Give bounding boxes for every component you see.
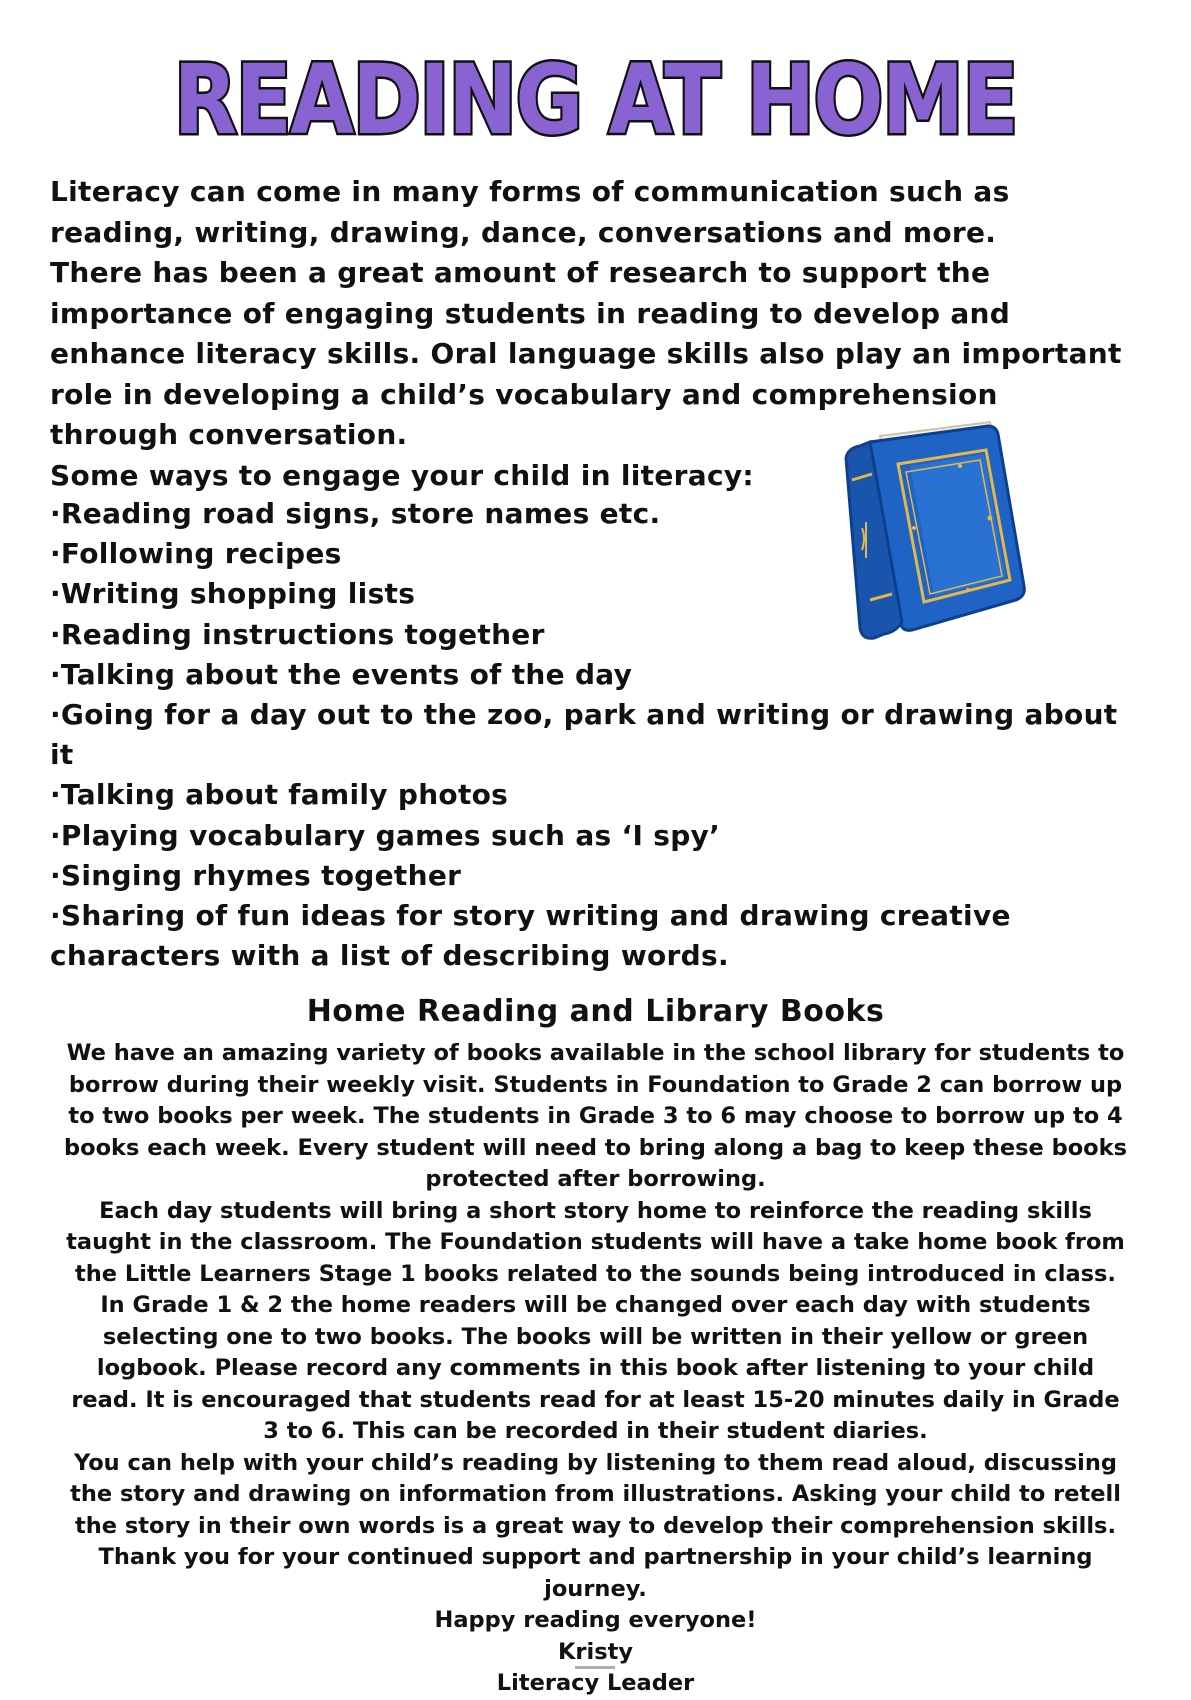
intro-paragraph-2: There has been a great amount of research to support the importance of engaging students in reading to develop and enhance literacy skills. Oral language skills also play an important role in developing a child’s vocabulary and comprehension through conversation. [50,256,1122,451]
intro-paragraph-3: Some ways to engage your child in literacy: [50,458,754,492]
section-paragraph-3: You can help with your child’s reading by listening to them read aloud, discussing the story and drawing on information from illustrations. Asking your child to retell the story in their own words is a great way to develop their comprehension skills. [70,1449,1121,1539]
list-item: ·Playing vocabulary games such as ‘I spy’ [50,818,721,852]
list-item: ·Talking about family photos [50,778,509,812]
section-heading: Home Reading and Library Books [306,994,885,1029]
list-item: ·Talking about the events of the day [50,657,633,691]
section-paragraph-2: Each day students will bring a short story home to reinforce the reading skills taught in the classroom. The Foundation students will have a take home book from the Little Learners Stage 1 books related to the sounds being introduced in class. In Grade 1 & 2 the home readers will be changed over each day with students selecting one to two books. The books will be written in their yellow or green logbook. Please record any comments in this book after listening to your child read. It is encouraged that students read for at least 15-20 minutes daily in Grade 3 to 6. This can be recorded in their student diaries. [66,1197,1125,1444]
footer-mark [575,1666,615,1669]
section-paragraph-1: We have an amazing variety of books available in the school library for students to borrow during their weekly visit. Students in Foundation to Grade 2 can borrow up to two books per week. The students in Grade 3 to 6 may choose to borrow up to 4 books each week. Every student will need to bring along a bag to keep these books protected after borrowing. [64,1040,1127,1192]
list-item: ·Writing shopping lists [50,577,416,611]
section-body [60,1038,1131,1700]
signature-name: Kristy [557,1638,634,1665]
list-item: ·Following recipes [50,537,342,571]
signature-role: Literacy Leader [496,1670,695,1696]
intro-paragraph-1: Literacy can come in many forms of communication such as reading, writing, drawing, dance, conversations and more. [50,175,1010,249]
list-item: ·Reading instructions together [50,617,545,651]
title-wrap [0,44,1191,156]
book-icon [840,418,1030,650]
page-title: READING AT HOME [173,44,1018,156]
section-paragraph-4: Thank you for your continued support and partnership in your child’s learning journey. [98,1544,1093,1602]
list-item: ·Going for a day out to the zoo, park and writing or drawing about it [50,698,1118,772]
list-item: ·Reading road signs, store names etc. [50,497,661,530]
section-paragraph-5: Happy reading everyone! [434,1607,757,1633]
list-item: ·Sharing of fun ideas for story writing and drawing creative characters with a list of describing words. [50,899,1011,973]
list-item: ·Singing rhymes together [50,858,462,892]
